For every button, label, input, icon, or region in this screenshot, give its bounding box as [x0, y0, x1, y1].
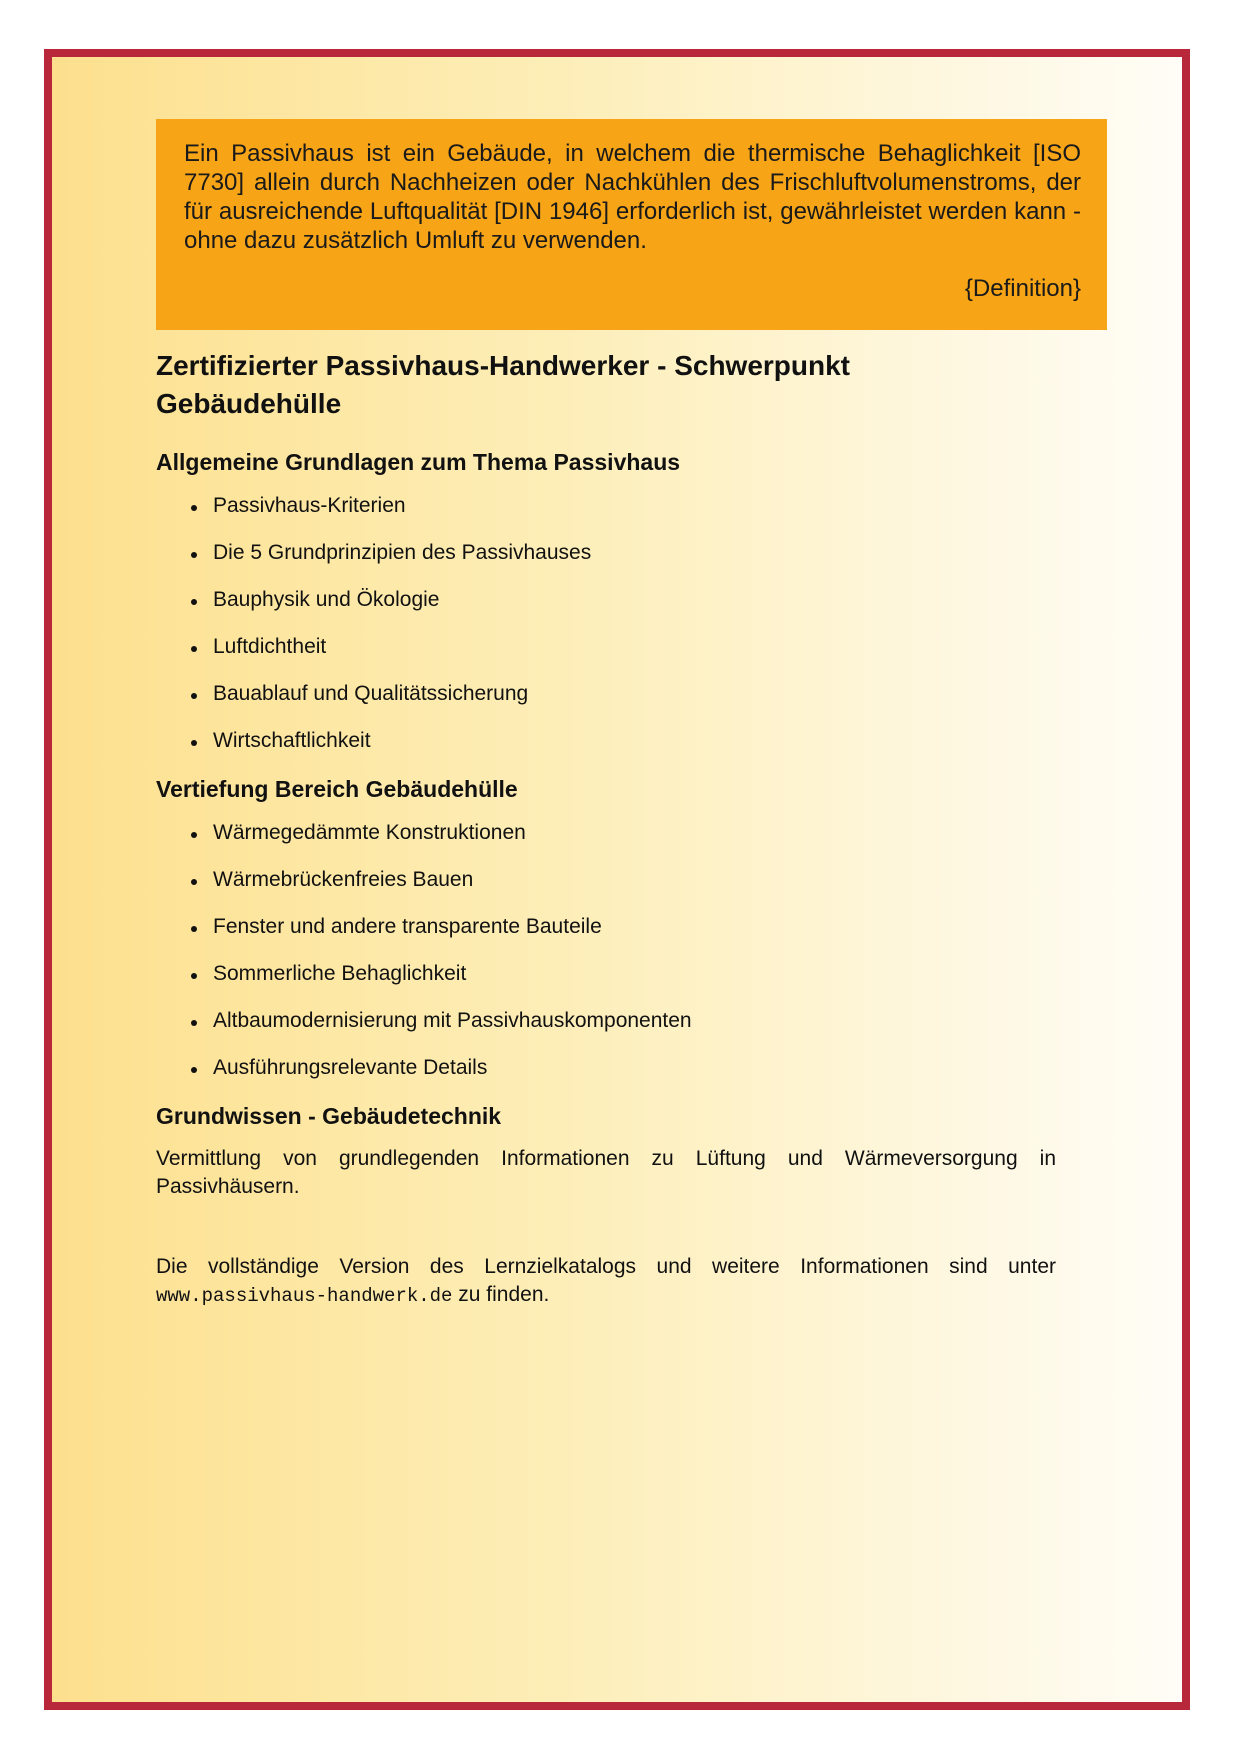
page-title: Zertifizierter Passivhaus-Handwerker - Schwerpunkt Gebäudehülle [156, 350, 850, 419]
list-item: Wärmebrückenfreies Bauen [191, 866, 1056, 894]
footer-paragraph [156, 1253, 1056, 1310]
list-grundlagen [156, 492, 1056, 755]
list-item: Bauablauf und Qualitätssicherung [191, 680, 1056, 708]
list-item: Altbaumodernisierung mit Passivhauskomponenten [191, 1007, 1056, 1035]
list-item: Sommerliche Behaglichkeit [191, 960, 1056, 988]
list-item: Fenster und andere transparente Bauteile [191, 913, 1056, 941]
section-heading-vertiefung: Vertiefung Bereich Gebäudehülle [156, 776, 518, 802]
paragraph-gebaeudetechnik: Vermittlung von grundlegenden Informationen zu Lüftung und Wärmeversorgung in Passivhäusern. [156, 1147, 1056, 1198]
main-content [156, 347, 1056, 1310]
footer-text-before: Die vollständige Version des Lernzielkatalogs und weitere Informationen sind unter [156, 1255, 1056, 1278]
list-vertiefung [156, 819, 1056, 1082]
page-frame [44, 49, 1190, 1710]
list-item: Bauphysik und Ökologie [191, 586, 1056, 614]
definition-text: Ein Passivhaus ist ein Gebäude, in welchem die thermische Behaglichkeit [ISO 7730] allein durch Nachheizen oder Nachkühlen des Frischluftvolumenstroms, der für ausreichende Luftqualität [DIN 1946] erforderlich ist, gewährleistet werden kann - ohne dazu zusätzlich Umluft zu verwenden. [184, 140, 1081, 254]
section-heading-gebaeudetechnik: Grundwissen - Gebäudetechnik [156, 1103, 502, 1129]
list-item: Luftdichtheit [191, 633, 1056, 661]
list-item: Wärmegedämmte Konstruktionen [191, 819, 1056, 847]
list-item: Wirtschaftlichkeit [191, 727, 1056, 755]
section-heading-grundlagen: Allgemeine Grundlagen zum Thema Passivhaus [156, 449, 681, 475]
footer-text-after: zu finden. [452, 1283, 550, 1306]
definition-tag: {Definition} [964, 275, 1081, 302]
website-link[interactable]: www.passivhaus-handwerk.de [156, 1285, 453, 1307]
list-item: Ausführungsrelevante Details [191, 1054, 1056, 1082]
definition-box [156, 119, 1107, 330]
list-item: Passivhaus-Kriterien [191, 492, 1056, 520]
list-item: Die 5 Grundprinzipien des Passivhauses [191, 539, 1056, 567]
